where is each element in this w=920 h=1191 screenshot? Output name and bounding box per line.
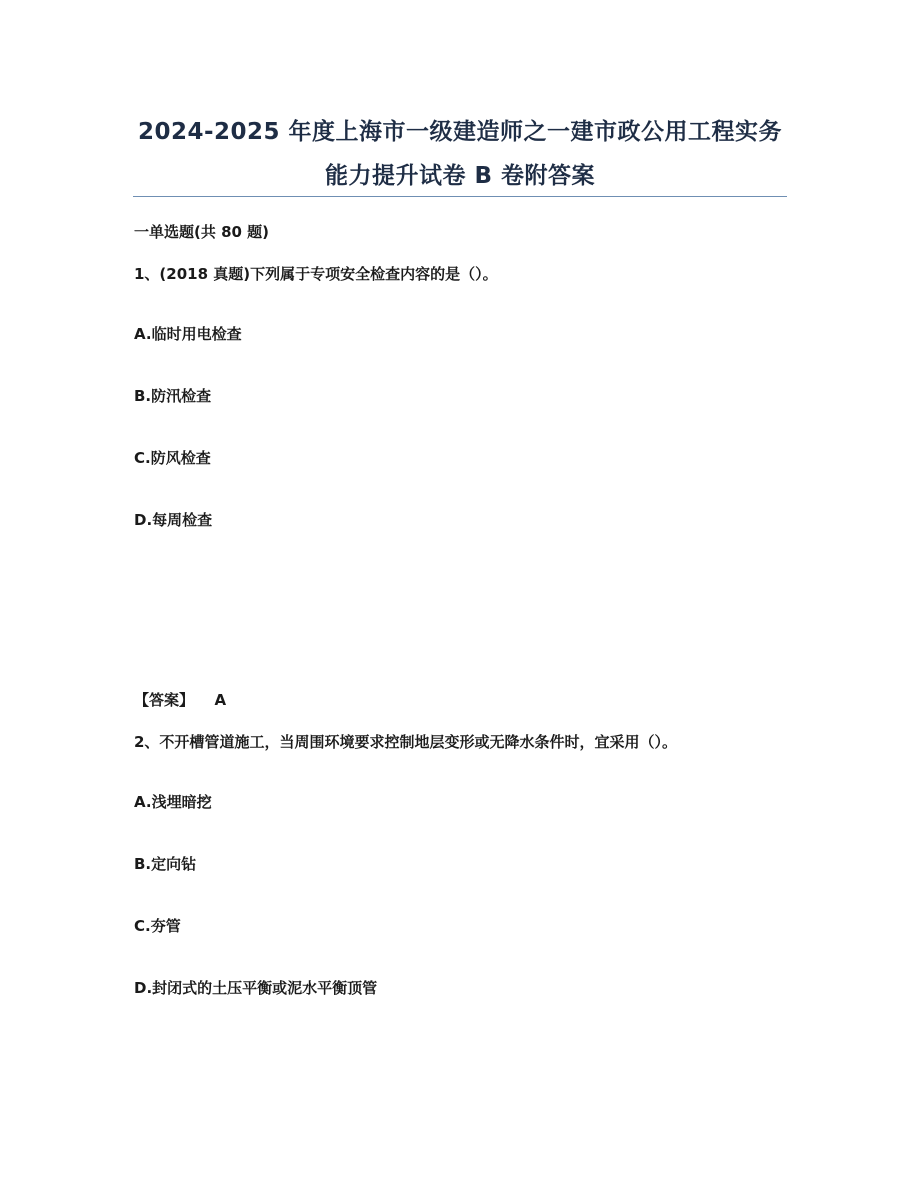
question-stem: 2、不开槽管道施工，当周围环境要求控制地层变形或无降水条件时，宜采用（）。: [134, 733, 677, 751]
option-c: C.防风检查: [134, 449, 211, 467]
option-b: B.定向钻: [134, 855, 197, 873]
question-stem: 1、(2018 真题)下列属于专项安全检查内容的是（）。: [134, 265, 498, 283]
title-line-2: 能力提升试卷 B 卷附答案: [324, 163, 596, 189]
answer-line: [134, 690, 226, 710]
option-a: A.临时用电检查: [134, 325, 242, 343]
option-a: A.浅埋暗挖: [134, 793, 212, 811]
answer-value: A: [214, 691, 227, 709]
option-d: D.每周检查: [134, 511, 213, 529]
section-header: 一单选题(共 80 题): [134, 223, 270, 241]
option-c: C.夯管: [134, 917, 181, 935]
answer-label: 【答案】: [134, 691, 195, 709]
option-b: B.防汛检查: [134, 387, 212, 405]
option-d: D.封闭式的土压平衡或泥水平衡顶管: [134, 979, 378, 997]
title-divider: [133, 196, 787, 197]
title-line-1: 2024-2025 年度上海市一级建造师之一建市政公用工程实务: [137, 119, 783, 145]
